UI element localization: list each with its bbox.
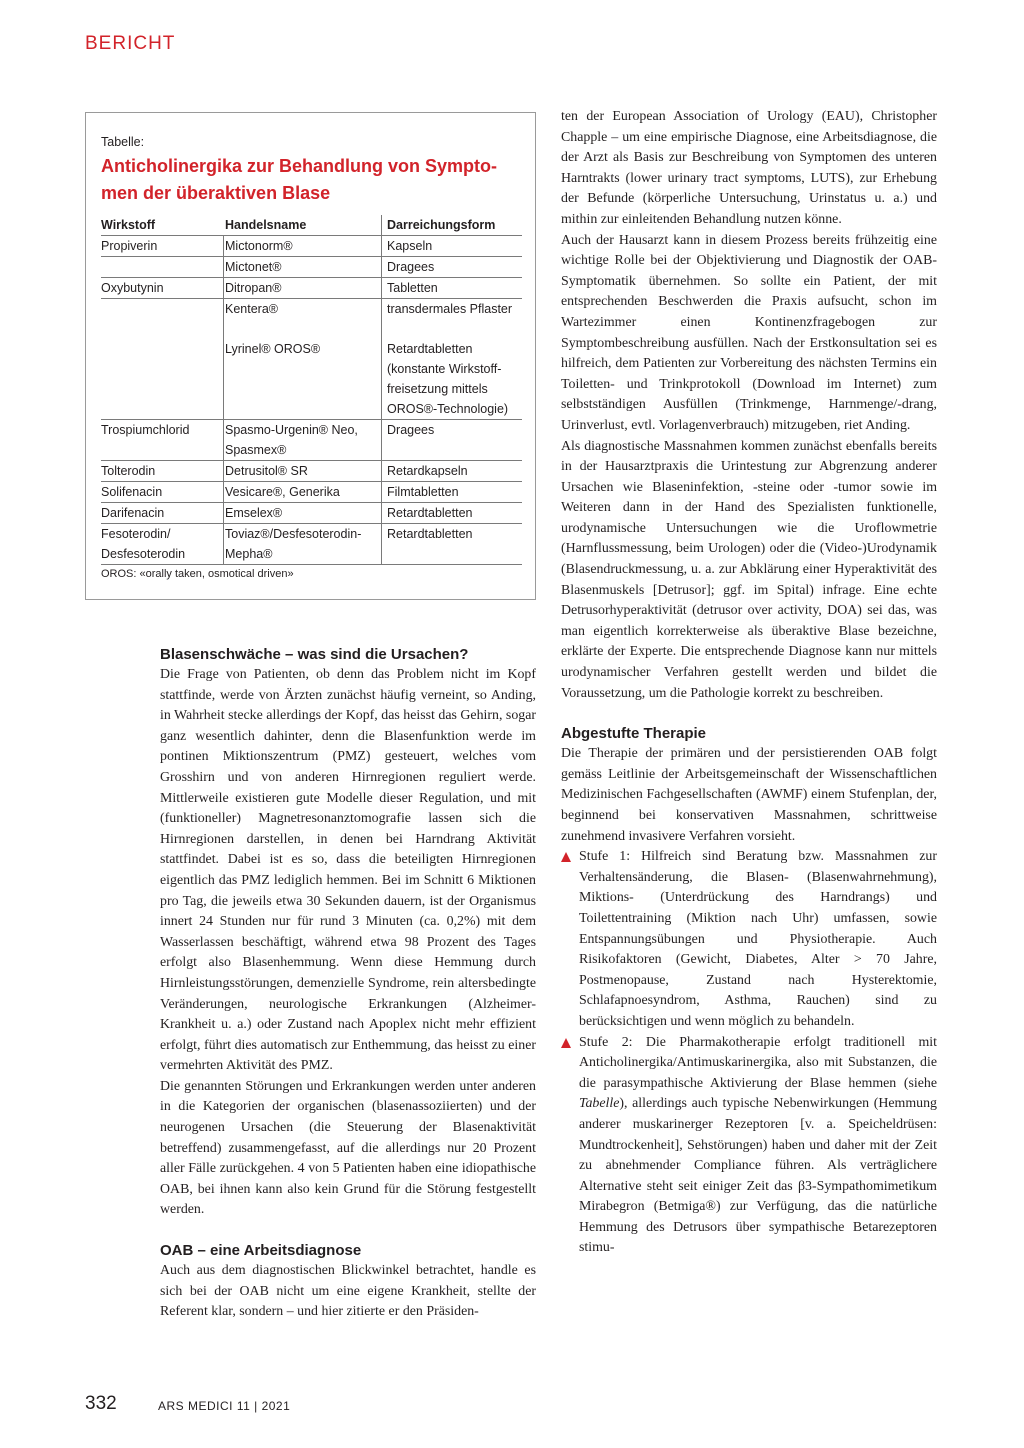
table-row (101, 524, 522, 565)
bullet-item (561, 847, 937, 1032)
triangle-bullet-icon (561, 852, 571, 862)
table-box (85, 112, 536, 600)
handelsname-cell: Kentera® (225, 302, 278, 316)
handelsname-cell: Lyrinel® OROS® (225, 342, 321, 356)
left-column (160, 645, 536, 1323)
wirkstoff-cell: Fesoterodin/ Desfesoterodin (101, 527, 186, 561)
table-header-row (101, 215, 522, 236)
table-row (101, 278, 522, 299)
right-column (561, 107, 937, 1259)
page-number: 332 (85, 1393, 117, 1414)
table-row (101, 461, 522, 482)
wirkstoff-cell: Darifenacin (101, 506, 165, 520)
wirkstoff-cell: Oxybutynin (101, 281, 164, 295)
form-cell: Dragees (387, 423, 435, 437)
form-cell: Retardkapseln (387, 464, 468, 478)
wirkstoff-cell: Propiverin (101, 239, 158, 253)
table-row (101, 257, 522, 278)
drug-table (101, 215, 522, 565)
form-cell: transdermales Pflaster (387, 302, 513, 316)
handelsname-cell: Detrusitol® SR (225, 464, 308, 478)
heading-ursachen: Blasenschwäche – was sind die Ursachen? (160, 646, 469, 663)
heading-arbeitsdiagnose: OAB – eine Arbeitsdiagnose (160, 1242, 362, 1260)
bullet-text: ), allerdings auch typische Nebenwirkungen (Hemmung anderer muskarinerger Rezeptoren [v. a. Speicheldrüsen: Mundtrockenheit], Sehstörungen) haben und daher mit der Zeit zu abnehmender Compliance führen. Als verträglichere Alternative steht seit einiger Zeit das β3-Sympathomimetikum Mirabegron (Betmiga®) zur Verfügung, das die natürliche Hemmung des Detrusors über sympathische Betarezeptoren stimu- (579, 1096, 937, 1256)
form-cell: Dragees (387, 260, 435, 274)
handelsname-cell: Mictonet® (225, 260, 282, 274)
wirkstoff-cell: Solifenacin (101, 485, 163, 499)
column-header: Darreichungsform (387, 218, 496, 232)
column-header: Wirkstoff (101, 218, 156, 232)
table-row (101, 236, 522, 257)
table-label: Tabelle: (101, 135, 145, 149)
form-cell: Kapseln (387, 239, 433, 253)
table-footnote: OROS: «orally taken, osmotical driven» (101, 568, 294, 580)
handelsname-cell: Toviaz®/Desfesoterodin-Mepha® (225, 527, 362, 561)
form-cell: Tabletten (387, 281, 438, 295)
triangle-bullet-icon (561, 1038, 571, 1048)
bullet-text: Stufe 2: Die Pharmakotherapie erfolgt traditionell mit Anticholinergika/Antimuskarinergika, also mit Substanzen, die die parasympathische Aktivierung der Blase hemmen (siehe (579, 1034, 937, 1091)
section-label: BERICHT (85, 33, 176, 54)
journal-info: ARS MEDICI 11 | 2021 (158, 1399, 291, 1413)
handelsname-cell: Vesicare®, Generika (225, 485, 340, 499)
table-row (101, 420, 522, 461)
paragraph: ten der European Association of Urology (EAU), Christopher Chapple – um eine empirische Diagnose, eine Arbeitsdiagnose, die der Arzt als Basis zur Beschreibung von Symptomen des unteren Harntrakts (lower urinary tract symptoms, LUTS), zur Erhebung der Befunde (körperliche Untersuchung, Urinstatus u. a.) und mithin zur einleitenden Behandlung nutzen könne. (561, 109, 937, 227)
table-row (101, 299, 522, 339)
paragraph: Als diagnostische Massnahmen kommen zunächst ebenfalls bereits in der Hausarztpraxis die Urintestung zur Abgrenzung anderer Ursachen wie Blaseninfektion, -steine oder -tumor sowie im Weiteren dann in der Hand des Spezialisten funktionelle, urodynamische Untersuchungen wie die Uroflowmetrie (Harnflussmessung, beim Urologen) oder die (Video-)Urodynamik (Blasendruckmessung, u. a. zur Abklärung einer Hyperaktivität des Blasenmuskels [Detrusor]; ggf. im Spital) infrage. Eine echte Detrusorhyperaktivität (detrusor over activity, DOA) sei das, was man eigentlich korrekterweise als überaktive Blase bezeichne, erklärte der Experte. Die entsprechende Diagnose kann nur mittels urodynamischer Verfahren gestellt werden und bildet die Voraussetzung, um die Pathologie korrekt zu beschreiben. (561, 438, 937, 701)
handelsname-cell: Spasmo-Urgenin® Neo, Spasmex® (225, 423, 358, 457)
bullet-text: Stufe 1: Hilfreich sind Beratung bzw. Massnahmen zur Verhaltensänderung, die Blasen- (Blasenwahrnehmung), Miktions- (Unterdrückung des Harndrangs) und Toilettentraining (Miktion nach Uhr) umfassen, sowie Entspannungsübungen und Physiotherapie. Auch Risikofaktoren (Gewicht, Diabetes, Alter > 70 Jahre, Postmenopause, Zustand nach Hysterektomie, Schlafapnoesyndrom, Asthma, Rauchen) sind zu berücksichtigen und wenn möglich zu behandeln. (579, 849, 937, 1029)
handelsname-cell: Ditropan® (225, 281, 282, 295)
form-cell: Retardtabletten (konstante Wirkstoff-freisetzung mittels OROS®-Technologie) (387, 342, 509, 416)
table-row (101, 503, 522, 524)
paragraph: Auch aus dem diagnostischen Blickwinkel betrachtet, handle es sich bei der OAB nicht um eine eigene Krankheit, stellte der Referent klar, sondern – und hier zitierte er den Präsiden- (160, 1263, 536, 1320)
bullet-item (561, 1033, 937, 1260)
paragraph: Die genannten Störungen und Erkrankungen werden unter anderen in die Kategorien der organischen (blasenassoziierten) und der neurogenen Ursachen (die Steuerung der Blasenaktivität betreffend) zusammengefasst, auf die allerdings nur 20 Prozent aller Fälle zurückgehen. 4 von 5 Patienten haben eine idiopathische OAB, bei ihnen kann also kein Grund für die Störung festgestellt werden. (160, 1078, 536, 1218)
paragraph: Die Therapie der primären und der persistierenden OAB folgt gemäss Leitlinie der Arbeitsgemeinschaft der Wissenschaftlichen Medizinischen Fachgesellschaften (AWMF) einem Stufenplan, der, beginnend bei konservativen Massnahmen, schrittweise zunehmend invasivere Verfahren vorsieht. (561, 746, 937, 844)
table-row (101, 339, 522, 420)
form-cell: Filmtabletten (387, 485, 459, 499)
table-reference: Tabelle (579, 1096, 620, 1112)
column-header: Handelsname (225, 218, 307, 232)
form-cell: Retardtabletten (387, 527, 473, 541)
table-title: Anticholinergika zur Behandlung von Sympto-men der überaktiven Blase (101, 156, 498, 203)
heading-therapie: Abgestufte Therapie (561, 725, 707, 743)
handelsname-cell: Emselex® (225, 506, 283, 520)
table-row (101, 482, 522, 503)
paragraph: Auch der Hausarzt kann in diesem Prozess bereits frühzeitig eine wichtige Rolle bei der Objektivierung und Diagnostik der OAB-Symptomatik übernehmen. So sollte ein Patient, der mit entsprechenden Beschwerden die Praxis aufsucht, schon im Wartezimmer einen Kontinenzfragebogen zur Symptombeschreibung ausfüllen. Nach der Erstkonsultation sei es hilfreich, dem Patienten zur Vorbereitung des nächsten Termins ein Toiletten- und Trinkprotokoll (Download im Internet) zum selbstständigen Ausfüllen (Trinkmenge, Harnmenge/-drang, Urinverlust, evtl. Vorlagenverbrauch) mitzugeben, riet Anding. (561, 232, 937, 433)
wirkstoff-cell: Tolterodin (101, 464, 156, 478)
wirkstoff-cell: Trospiumchlorid (101, 423, 190, 437)
paragraph: Die Frage von Patienten, ob denn das Problem nicht im Kopf stattfinde, werde von Ärzten zunächst häufig verneint, so Anding, in Wahrheit stecke allerdings der Kopf, das heisst das Gehirn, sogar ganz wesentlich dahinter, denn die Blasenfunktion werde im pontinen Miktionszentrum (PMZ) gesteuert, welches vom Grosshirn und von anderen Hirnregionen reguliert werde. Mittlerweile existieren gute Modelle dieser Regulation, und mit (funktioneller) Magnetresonanztomografie lassen sich die Hirnregionen darstellen, in denen bei Harndrang Aktivität stattfindet. Dabei ist es so, dass die beteiligten Hirnregionen eigentlich das PMZ lediglich hemmen. Bei im Schnitt 6 Miktionen pro Tag, die jeweils etwa 30 Sekunden dauern, ist der Organismus innert 24 Stunden nur für rund 3 Minuten (ca. 0,2%) mit dem Wasserlassen beschäftigt, während etwa 98 Prozent des Tages erfolgt also Blasenhemmung. Wenn diese Hemmung durch Hirnleistungsstörungen, demenzielle Syndrome, rein altersbedingte Veränderungen, neurologische Erkrankungen (Alzheimer-Krankheit u. a.) oder Zustand nach Apoplex nicht mehr effizient erfolgt, führt dies automatisch zur Enthemmung, das heisst zu einer vermehrten Aktivität des PMZ. (160, 667, 536, 1074)
form-cell: Retardtabletten (387, 506, 473, 520)
handelsname-cell: Mictonorm® (225, 239, 293, 253)
